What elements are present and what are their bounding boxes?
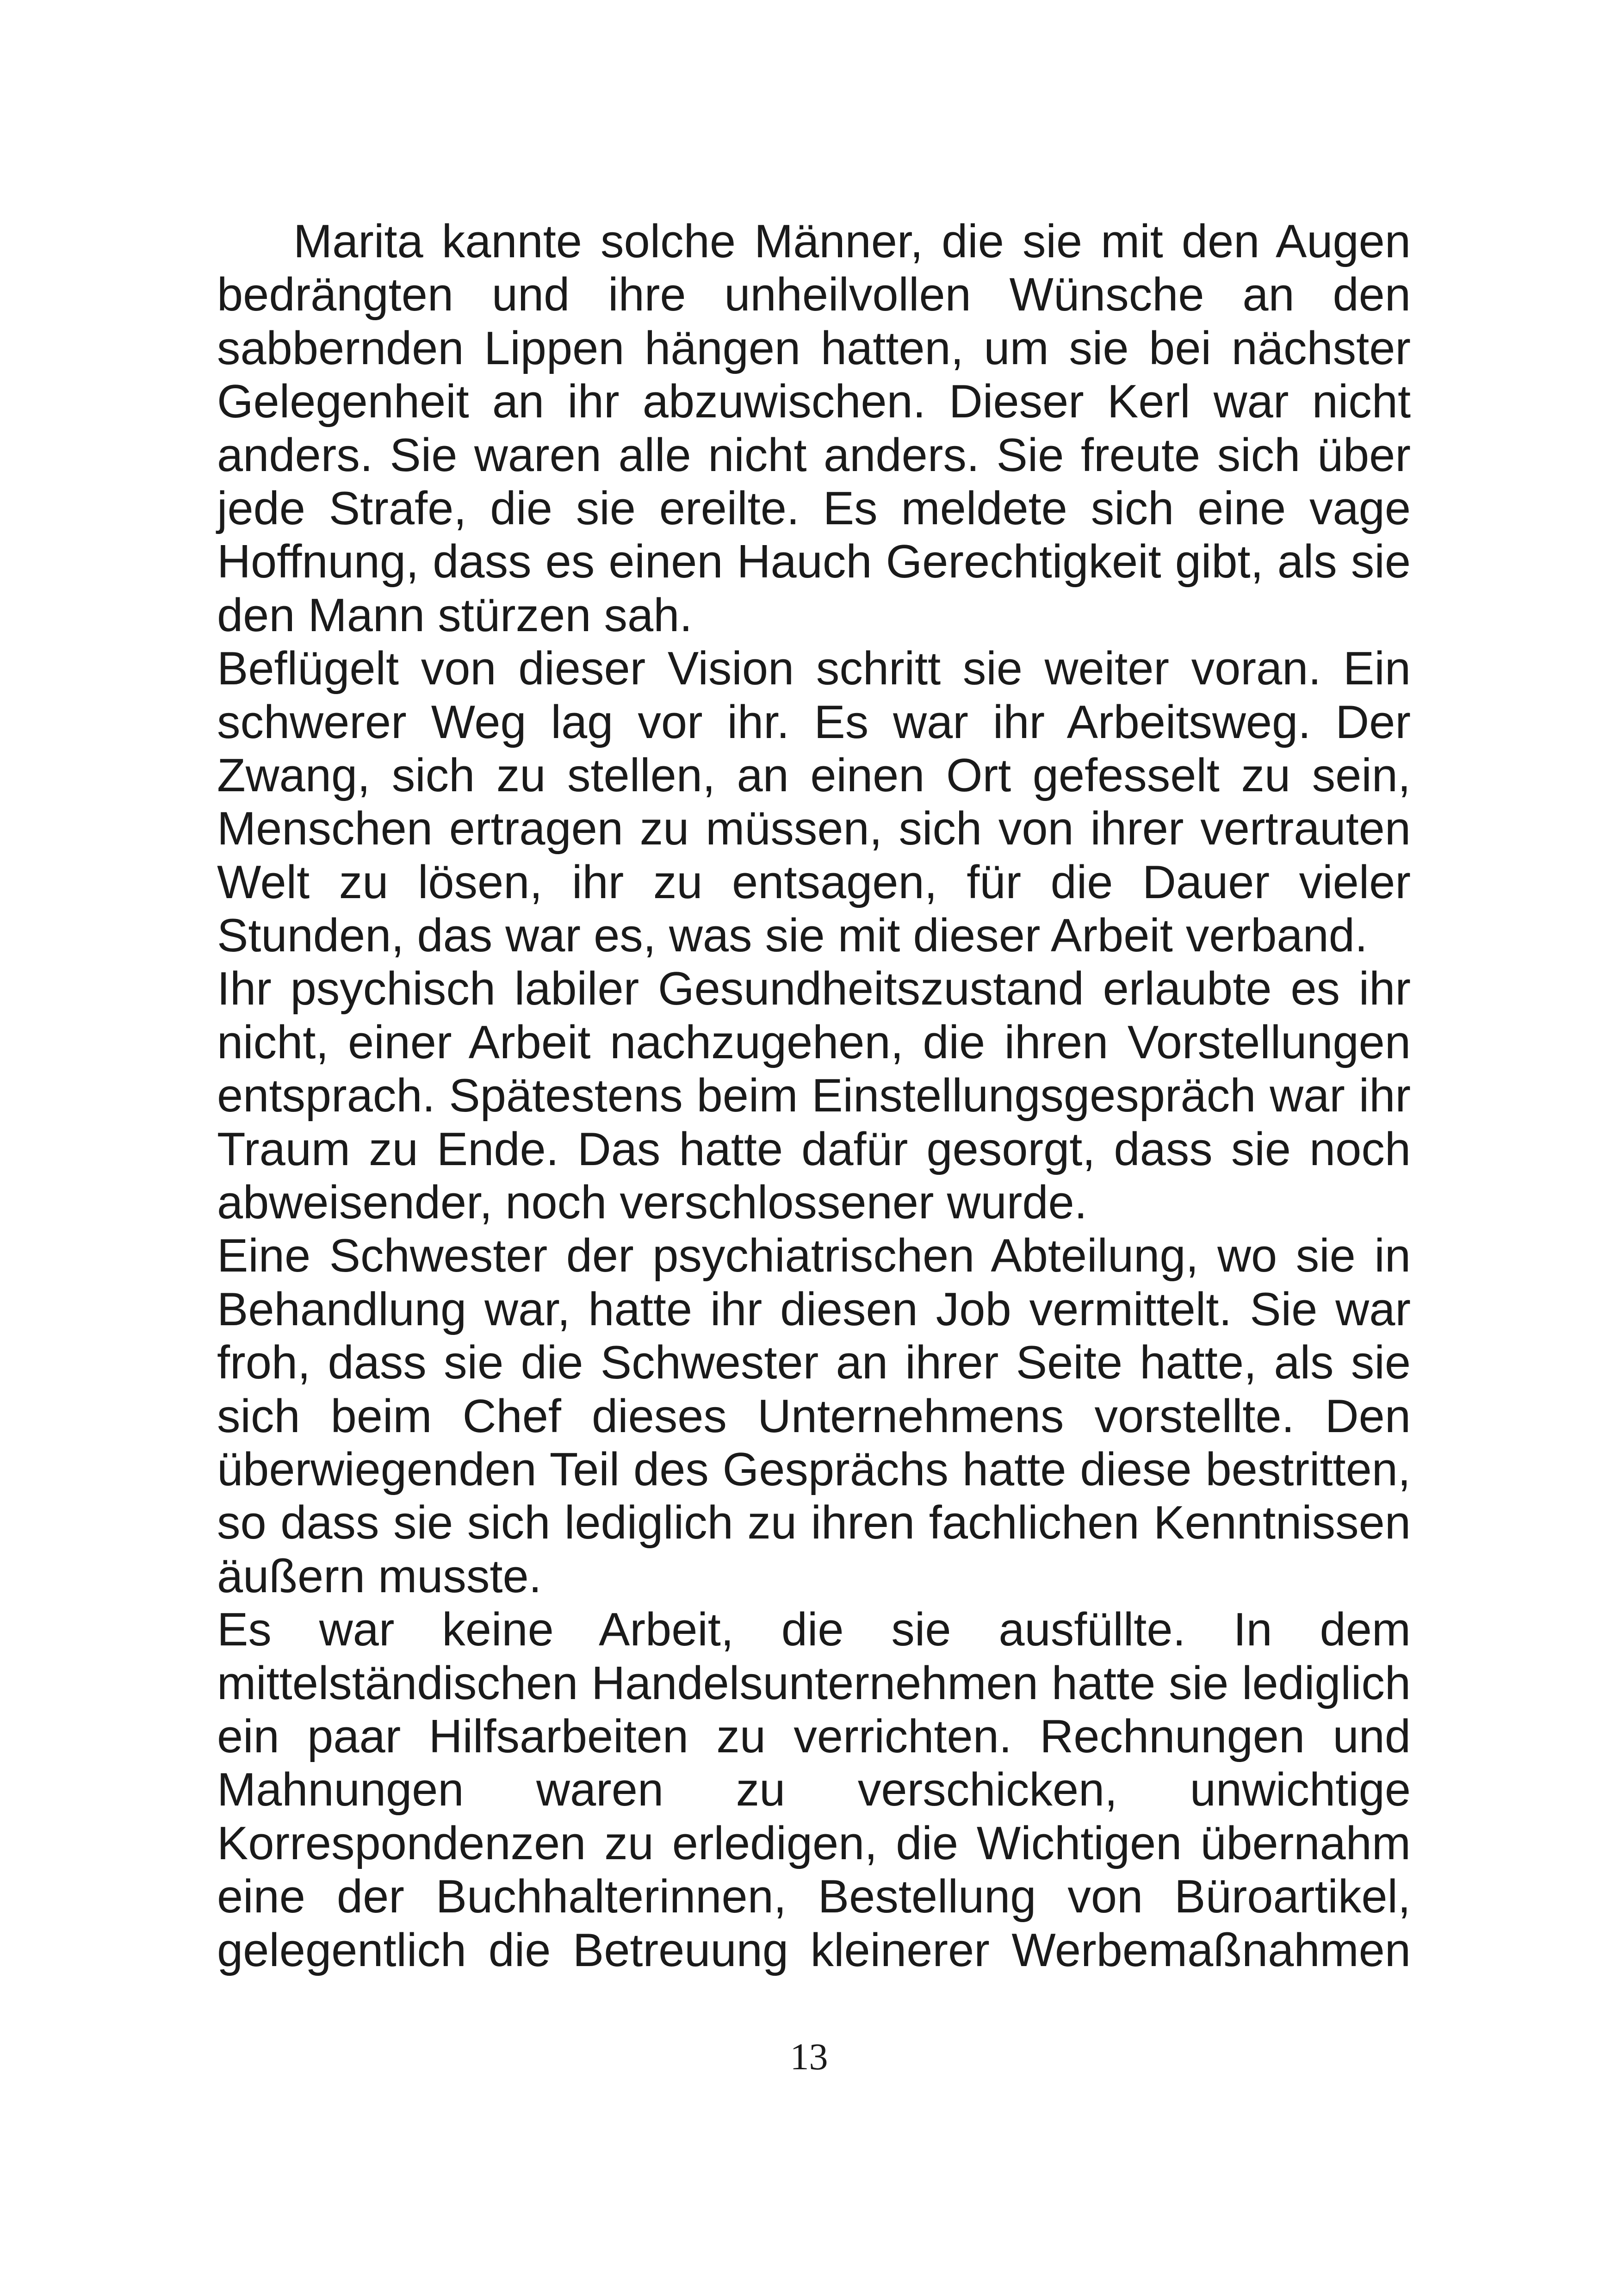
text-line: Hoffnung, dass es einen Hauch Gerechtigkeit gibt, als sie: [217, 536, 1411, 588]
text-line: äußern musste.: [217, 1550, 542, 1602]
paragraph: [217, 642, 1411, 962]
text-line: Traum zu Ende. Das hatte dafür gesorgt, dass sie noch: [217, 1123, 1411, 1175]
text-line: überwiegenden Teil des Gesprächs hatte diese bestritten,: [217, 1443, 1411, 1496]
text-line: Mahnungen waren zu verschicken, unwichtige: [217, 1764, 1411, 1816]
text-line: jede Strafe, die sie ereilte. Es meldete sich eine vage: [217, 482, 1411, 534]
text-line: bedrängten und ihre unheilvollen Wünsche an den: [217, 269, 1411, 321]
text-line: anders. Sie waren alle nicht anders. Sie freute sich über: [217, 429, 1411, 481]
text-line: abweisender, noch verschlossener wurde.: [217, 1177, 1087, 1229]
text-line: Ihr psychisch labiler Gesundheitszustand erlaubte es ihr: [217, 963, 1411, 1015]
text-line: mittelständischen Handelsunternehmen hatte sie lediglich: [217, 1657, 1411, 1709]
text-line: den Mann stürzen sah.: [217, 589, 693, 641]
text-line: Menschen ertragen zu müssen, sich von ihrer vertrauten: [217, 803, 1411, 855]
body-text: [217, 215, 1411, 1977]
text-line: schwerer Weg lag vor ihr. Es war ihr Arbeitsweg. Der: [217, 696, 1411, 748]
text-line: froh, dass sie die Schwester an ihrer Seite hatte, als sie: [217, 1337, 1411, 1389]
text-line: Stunden, das war es, was sie mit dieser Arbeit verband.: [217, 910, 1368, 962]
text-line: so dass sie sich lediglich zu ihren fachlichen Kenntnissen: [217, 1497, 1411, 1549]
text-line: Welt zu lösen, ihr zu entsagen, für die Dauer vieler: [217, 856, 1411, 908]
text-line: ein paar Hilfsarbeiten zu verrichten. Rechnungen und: [217, 1710, 1411, 1762]
text-line: gelegentlich die Betreuung kleinerer Werbemaßnahmen: [217, 1924, 1411, 1976]
text-line: Gelegenheit an ihr abzuwischen. Dieser Kerl war nicht: [217, 376, 1411, 428]
text-line: sabbernden Lippen hängen hatten, um sie bei nächster: [217, 322, 1411, 374]
text-line: entsprach. Spätestens beim Einstellungsgespräch war ihr: [217, 1070, 1411, 1122]
text-line: Beflügelt von dieser Vision schritt sie weiter voran. Ein: [217, 643, 1411, 695]
text-line: Eine Schwester der psychiatrischen Abteilung, wo sie in: [217, 1230, 1411, 1282]
paragraph: [217, 215, 1411, 642]
page-number: 13: [790, 2035, 828, 2078]
text-line: eine der Buchhalterinnen, Bestellung von Büroartikel,: [217, 1871, 1411, 1923]
paragraph: [217, 1229, 1411, 1603]
text-line: nicht, einer Arbeit nachzugehen, die ihren Vorstellungen: [217, 1016, 1411, 1068]
text-line: Es war keine Arbeit, die sie ausfüllte. In dem: [217, 1604, 1411, 1656]
text-line: Marita kannte solche Männer, die sie mit den Augen: [293, 216, 1411, 267]
text-line: sich beim Chef dieses Unternehmens vorstellte. Den: [217, 1390, 1411, 1442]
text-line: Zwang, sich zu stellen, an einen Ort gefesselt zu sein,: [217, 749, 1411, 801]
text-line: Korrespondenzen zu erledigen, die Wichtigen übernahm: [217, 1817, 1411, 1869]
paragraph: [217, 962, 1411, 1229]
text-line: Behandlung war, hatte ihr diesen Job vermittelt. Sie war: [217, 1283, 1411, 1335]
paragraph: [217, 1603, 1411, 1977]
